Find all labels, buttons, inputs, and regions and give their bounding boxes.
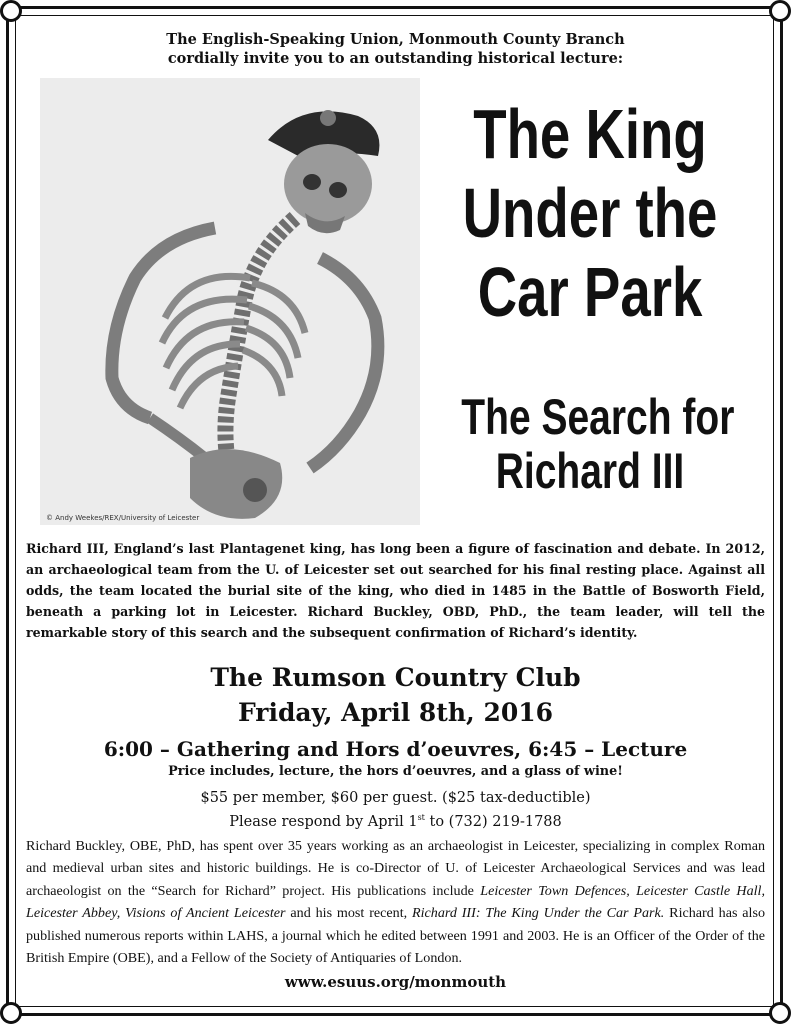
ticket-price: $55 per member, $60 per guest. ($25 tax-deductible) bbox=[200, 790, 591, 806]
price-note: Price includes, lecture, the hors d’oeuvres, and a glass of wine! bbox=[168, 764, 623, 779]
event-venue-date bbox=[30, 660, 761, 730]
lecture-summary: Richard III, England’s last Plantagenet king, has long been a figure of fascination and debate. In 2012, an archaeological team from the U. of Leicester set out searched for his final resting place. Against all odds, the team located the burial site of the king, who died in 1485 in the Battle of Bosworth Field, beneath a parking lot in Leicester. Richard Buckley, OBD, PhD., the team leader, will tell the remarkable story of this search and the subsequent confirmation of Richard’s identity. bbox=[26, 541, 765, 640]
rsvp-phone: to (732) 219-1788 bbox=[424, 813, 562, 830]
corner-ornament bbox=[0, 1002, 22, 1024]
bio-part-2: and his most recent, bbox=[285, 905, 412, 922]
skeleton-photo bbox=[40, 78, 420, 525]
rsvp-ordinal: st bbox=[417, 813, 425, 822]
corner-ornament bbox=[0, 0, 22, 22]
subtitle-line-1: The Search for bbox=[461, 389, 735, 445]
corner-ornament bbox=[769, 0, 791, 22]
website-link[interactable]: www.esuus.org/monmouth bbox=[284, 973, 507, 991]
title-line-2: Under the bbox=[462, 174, 718, 252]
rsvp-info bbox=[30, 808, 761, 832]
title-line-1: The King bbox=[473, 95, 707, 173]
venue-name: The Rumson Country Club bbox=[210, 663, 581, 692]
lecture-subtitle bbox=[461, 389, 735, 499]
lecture-title bbox=[461, 95, 718, 332]
invitation-line-2: cordially invite you to an outstanding historical lecture: bbox=[167, 50, 624, 67]
bio-part-1: Richard Buckley, OBE, PhD, has spent over 35 years working as an archaeologist in Leicester, specializing in complex Roman and medieval urban sites and historic buildings. He is co-Director of U. of Leicester Archaeological Services and was lead archaeologist on the “Search for Richard” project. His publications include bbox=[26, 838, 765, 899]
photo-credit: © Andy Weekes/REX/University of Leicester bbox=[46, 514, 200, 522]
subtitle-line-2: Richard III bbox=[495, 443, 685, 499]
speaker-bio bbox=[26, 835, 765, 969]
event-date: Friday, April 8th, 2016 bbox=[237, 698, 554, 727]
bio-publications: Leicester Town Defences, Leicester Castle Hall, Leicester Abbey, Visions of Ancient Leicester bbox=[26, 882, 765, 922]
invitation-header bbox=[30, 30, 761, 68]
skeleton-illustration bbox=[40, 78, 420, 525]
rsvp-prefix: Please respond by April 1 bbox=[229, 813, 418, 830]
title-line-3: Car Park bbox=[477, 253, 703, 331]
event-schedule: 6:00 – Gathering and Hors d’oeuvres, 6:45 – Lecture bbox=[103, 737, 688, 761]
bio-recent-publication: Richard III: The King Under the Car Park. bbox=[412, 905, 665, 922]
invitation-line-1: The English-Speaking Union, Monmouth County Branch bbox=[166, 31, 625, 48]
bio-part-3: Richard has also published numerous reports within LAHS, a journal which he edited between 1991 and 2003. He is an Officer of the Order of the British Empire (OBE), and a Fellow of the Society of Antiquaries of London. bbox=[26, 905, 765, 967]
corner-ornament bbox=[769, 1002, 791, 1024]
